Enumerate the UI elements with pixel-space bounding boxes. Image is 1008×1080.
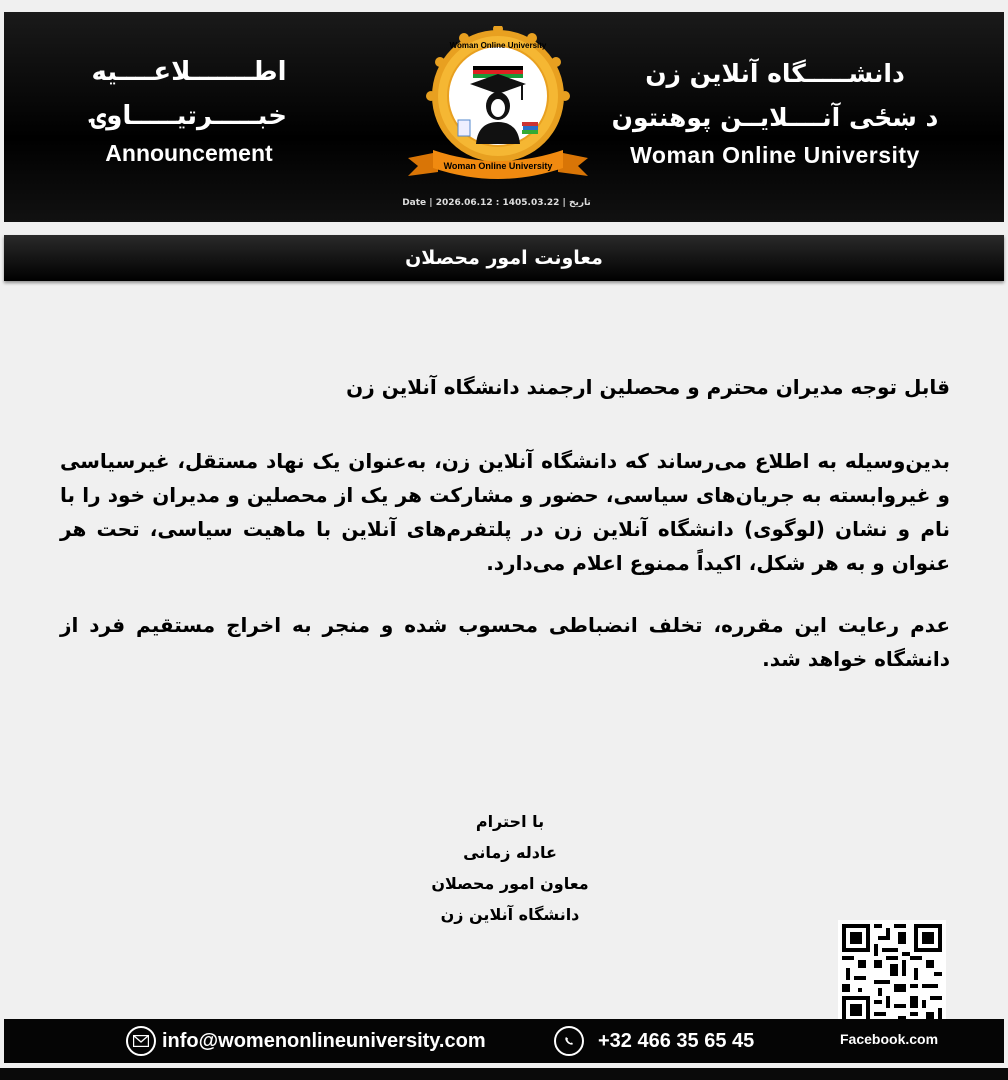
- date-stamp: Date | 2026.06.12 : 1405.03.22 | تاریخ: [402, 198, 591, 208]
- announcement-title-pashto: خبـــــرتيـــــاوۍ: [91, 101, 287, 131]
- university-name: [610, 52, 940, 169]
- department-bar: معاونت امور محصلان: [4, 235, 1004, 281]
- envelope-icon: [126, 1026, 156, 1056]
- announcement-title-english: Announcement: [105, 140, 273, 166]
- facebook-link[interactable]: Facebook.com: [840, 1031, 939, 1047]
- signature-org: دانشگاه آنلاین زن: [440, 905, 580, 924]
- university-logo: [398, 26, 598, 191]
- phone-contact[interactable]: [554, 1026, 754, 1056]
- bottom-border: [0, 1068, 1008, 1080]
- announcement-body: [60, 372, 950, 676]
- svg-text:Woman Online University: Woman Online University: [443, 161, 553, 171]
- qr-code-icon[interactable]: [838, 920, 946, 1028]
- header-banner: [4, 12, 1004, 222]
- announcement-title: [64, 50, 314, 167]
- signature-title: معاون امور محصلان: [431, 874, 589, 893]
- whatsapp-icon: [554, 1026, 584, 1056]
- email-address[interactable]: info@womenonlineuniversity.com: [162, 1029, 486, 1052]
- greeting-line: قابل توجه مدیران محترم و محصلین ارجمند دانشگاه آنلاین زن: [346, 375, 950, 399]
- signature-name: عادله زمانی: [463, 843, 557, 862]
- announcement-title-dari: اطـــــــلاعــــيه: [91, 57, 287, 87]
- svg-text:Woman Online University: Woman Online University: [449, 41, 547, 50]
- paragraph-warning: عدم رعایت این مقرره، تخلف انضباطی محسوب شده و منجر به اخراج مستقیم فرد از دانشگاه خواهد شد.: [60, 613, 950, 671]
- signature-closing: با احترام: [475, 812, 545, 831]
- university-name-pashto: د ښځی آنــــلایــن پوهنتون: [611, 103, 939, 132]
- signature-block: [400, 806, 620, 930]
- university-name-dari: دانشـــــگاه آنلاین زن: [645, 59, 905, 88]
- paragraph-main: بدین‌وسیله به اطلاع می‌رساند که دانشگاه آنلاین زن، به‌عنوان یک نهاد مستقل، غیرسیاسی و غیروابسته به جریان‌های سیاسی، حضور و مشارکت هر یک از محصلین و مدیران خود را با نام و نشان (لوگوی) دانشگاه آنلاین زن در پلتفرم‌های آنلاین با ماهیت سیاسی، تحت هر عنوان و به هر شکل، اکیداً ممنوع اعلام می‌دارد.: [60, 449, 950, 575]
- phone-number[interactable]: +32 466 35 65 45: [598, 1029, 755, 1052]
- email-contact[interactable]: [126, 1026, 486, 1056]
- university-name-english: Woman Online University: [630, 142, 920, 168]
- contact-footer: [4, 1019, 1004, 1063]
